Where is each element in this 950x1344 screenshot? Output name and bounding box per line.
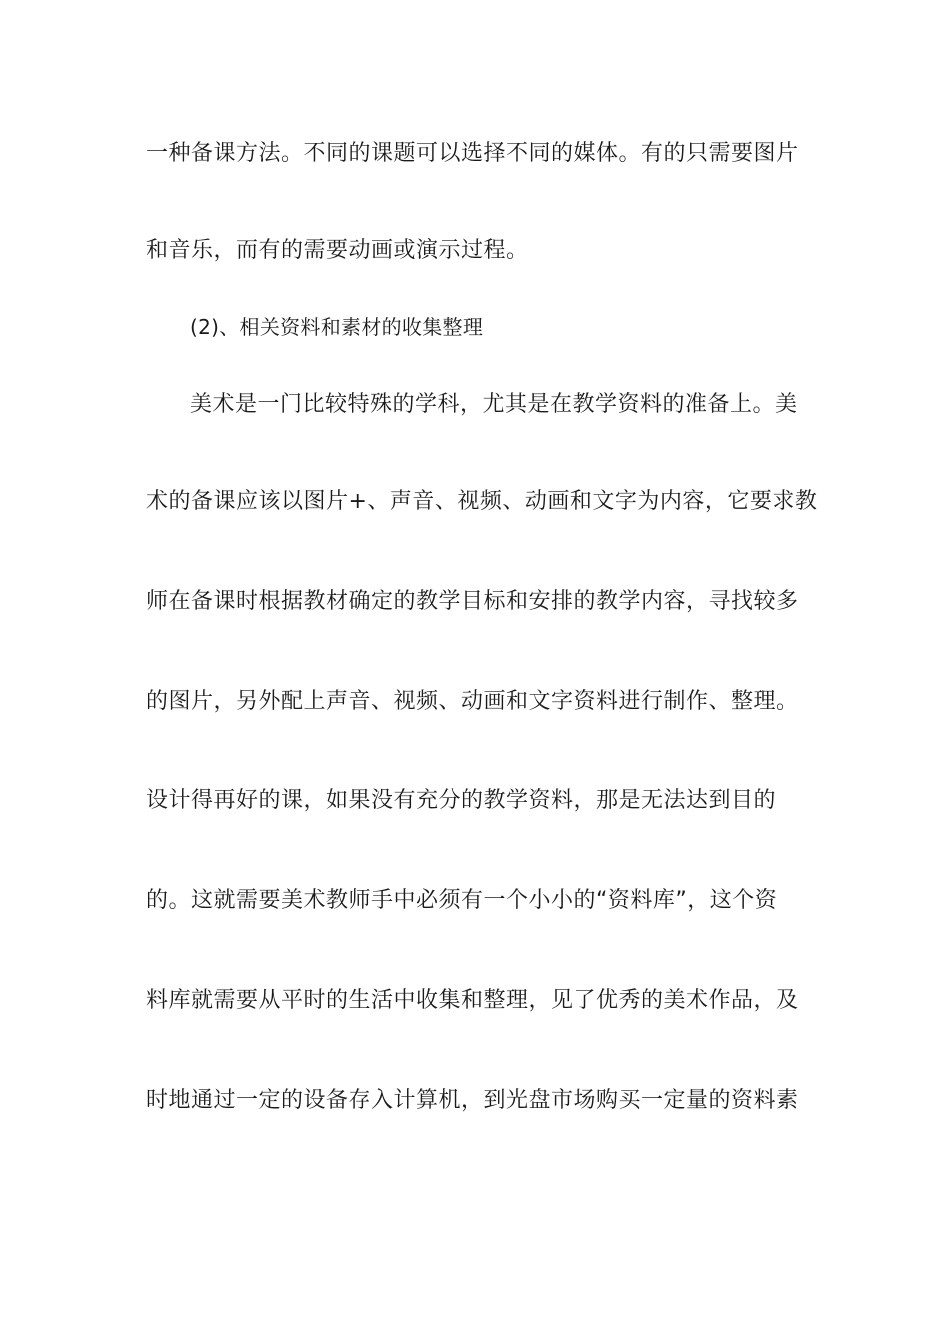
text-line: 料库就需要从平时的生活中收集和整理，见了优秀的美术作品，及 [146, 988, 799, 1013]
paragraph-first-line: 美术是一门比较特殊的学科，尤其是在教学资料的准备上。美 [190, 392, 798, 417]
text-line: 的。这就需要美术教师手中必须有一个小小的“资料库”，这个资 [146, 888, 778, 913]
text-line: 设计得再好的课，如果没有充分的教学资料，那是无法达到目的 [146, 788, 777, 813]
text-line: 一种备课方法。不同的课题可以选择不同的媒体。有的只需要图片 [146, 141, 799, 166]
text-line: 时地通过一定的设备存入计算机，到光盘市场购买一定量的资料素 [146, 1088, 799, 1113]
text-line: 术的备课应该以图片+、声音、视频、动画和文字为内容，它要求教 [146, 489, 818, 514]
text-line: 和音乐，而有的需要动画或演示过程。 [146, 238, 529, 263]
text-line: 师在备课时根据教材确定的教学目标和安排的教学内容，寻找较多 [146, 589, 799, 614]
section-heading: (2)、相关资料和素材的收集整理 [190, 315, 484, 339]
text-line: 的图片，另外配上声音、视频、动画和文字资料进行制作、整理。 [146, 689, 799, 714]
